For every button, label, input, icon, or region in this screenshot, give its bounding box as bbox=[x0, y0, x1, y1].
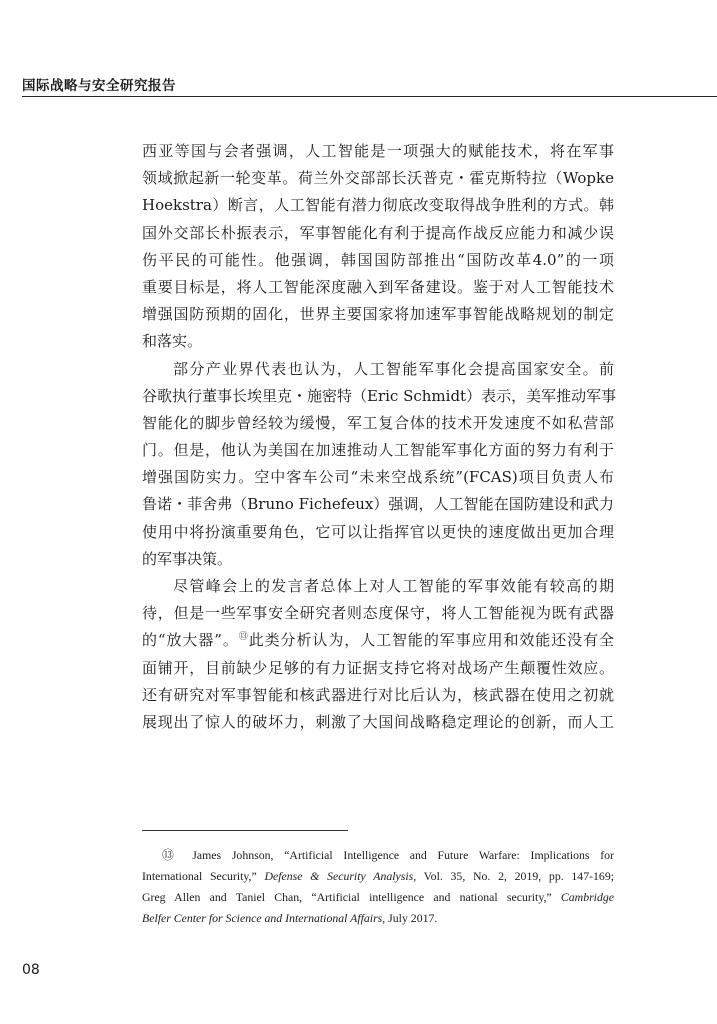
footnote-segment: Greg Allen and Taniel Chan, “Artificial intelligence and national security,” bbox=[142, 890, 561, 904]
text-segment: 此类分析认为，人工智能的军事应用和效能还没有全 bbox=[248, 631, 614, 650]
footnote-rule bbox=[142, 830, 348, 831]
text-line: 尽管峰会上的发言者总体上对人工智能的军事效能有较高的期 bbox=[173, 577, 614, 595]
text-line: 增强国防实力。空中客车公司“未来空战系统”(FCAS)项目负责人布 bbox=[142, 468, 614, 487]
footnote-segment: Vol. 35, No. 2, 2019, pp. 147-169; bbox=[416, 869, 614, 883]
footnote-line: ⑬ James Johnson, “Artificial Intelligence and Future Warfare: Implications for bbox=[162, 848, 614, 862]
text-line: 西亚等国与会者强调，人工智能是一项强大的赋能技术，将在军事 bbox=[142, 142, 614, 160]
text-line: 智能化的脚步曾经较为缓慢，军工复合体的技术开发速度不如私营部 bbox=[142, 413, 614, 432]
text-line: 谷歌执行董事长埃里克・施密特（Eric Schmidt）表示，美军推动军事 bbox=[142, 386, 617, 405]
publisher-name: Cambridge bbox=[560, 890, 614, 904]
running-header: 国际战略与安全研究报告 bbox=[22, 78, 176, 94]
text-line: Hoekstra）断言，人工智能有潜力彻底改变取得战争胜利的方式。韩 bbox=[142, 196, 614, 215]
header-rule bbox=[22, 96, 717, 97]
text-line: 领域掀起新一轮变革。荷兰外交部部长沃普克・霍克斯特拉（Wopke bbox=[142, 169, 614, 188]
footnote-segment: International Security,” bbox=[142, 869, 265, 883]
footnote-reference[interactable]: ⑬ bbox=[238, 632, 249, 643]
text-line: 国外交部长朴振表示，军事智能化有利于提高作战反应能力和减少误 bbox=[142, 223, 614, 242]
text-line bbox=[142, 627, 614, 654]
footnote bbox=[142, 845, 614, 929]
text-line: 使用中将扮演重要角色，它可以让指挥官以更快的速度做出更加合理 bbox=[142, 522, 614, 541]
journal-title: Defense & Security Analysis, bbox=[264, 869, 417, 883]
text-line: 展现出了惊人的破坏力，刺激了大国间战略稳定理论的创新，而人工 bbox=[142, 712, 614, 731]
text-line: 鲁诺・菲舍弗（Bruno Fichefeux）强调，人工智能在国防建设和武力 bbox=[142, 495, 614, 514]
text-line: 伤平民的可能性。他强调，韩国国防部推出“国防改革4.0”的一项 bbox=[142, 250, 614, 269]
text-line: 增强国防预期的固化，世界主要国家将加速军事智能战略规划的制定 bbox=[142, 305, 614, 324]
text-line: 面铺开，目前缺少足够的有力证据支持它将对战场产生颠覆性效应。 bbox=[142, 658, 614, 677]
text-line: 门。但是，他认为美国在加速推动人工智能军事化方面的努力有利于 bbox=[142, 441, 614, 460]
text-line: 的军事决策。 bbox=[142, 549, 233, 568]
text-line: 待，但是一些军事安全研究者则态度保守，将人工智能视为既有武器 bbox=[142, 604, 614, 623]
text-line: 还有研究对军事智能和核武器进行对比后认为，核武器在使用之初就 bbox=[142, 685, 614, 704]
text-line: 重要目标是，将人工智能深度融入到军备建设。鉴于对人工智能技术 bbox=[142, 277, 614, 296]
text-line: 部分产业界代表也认为，人工智能军事化会提高国家安全。前 bbox=[173, 359, 614, 378]
footnote-line bbox=[142, 908, 614, 929]
footnote-line bbox=[142, 887, 614, 908]
text-line: 和落实。 bbox=[142, 332, 203, 351]
publisher-name: Belfer Center for Science and International Affairs bbox=[142, 911, 383, 925]
footnote-line bbox=[142, 866, 614, 887]
page-number: 08 bbox=[22, 962, 40, 978]
body-text bbox=[142, 138, 617, 736]
footnote-segment: , July 2017. bbox=[382, 911, 438, 925]
text-segment: 的“放大器”。 bbox=[142, 631, 239, 650]
